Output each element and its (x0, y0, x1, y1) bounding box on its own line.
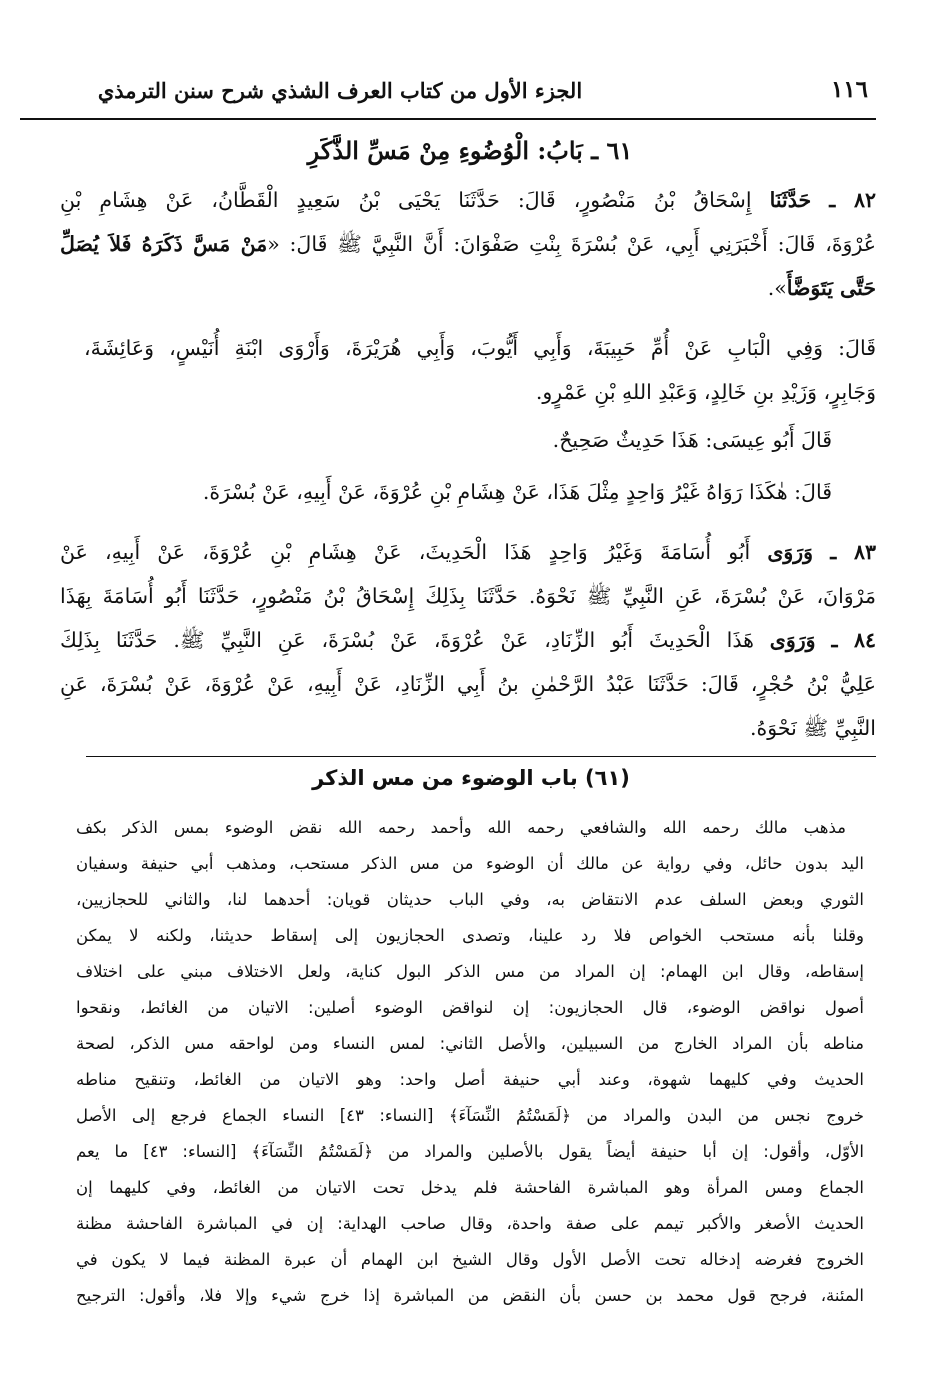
commentary-line: الثوري وبعض السلف عدم الانتقاض به، وفي الباب حديثان قويان: أحدهما لنا، والثاني للحجازيين، (76, 890, 864, 909)
hadith-line (60, 370, 876, 414)
hadith-line-text: قَالَ: هٰكَذَا رَوَاهُ غَيْرُ وَاحِدٍ مِثْلَ هَذَا، عَنْ هِشَامِ بْنِ عُرْوَةَ، عَنْ أَبِيهِ، عَنْ بُسْرَةَ. (202, 480, 832, 504)
hadith-line (60, 618, 876, 662)
hadith-line (60, 662, 876, 706)
hadith-line (60, 266, 876, 310)
hadith-line-text: ». (767, 276, 787, 300)
hadith-line (60, 574, 876, 618)
hadith-line-text: أَبُو أُسَامَةَ وَغَيْرُ وَاحِدٍ هَذَا الْحَدِيثَ، عَنْ هِشَامِ بْنِ عُرْوَةَ، عَنْ أَبِيهِ، عَنْ (60, 540, 768, 564)
prophetic-quote: مَنْ مَسَّ ذَكَرَهُ فَلاَ يُصَلِّ (60, 232, 268, 256)
commentary-line: الحديث وفي كليهما شهوة، وعند أبي حنيفة أصل واحد: وهو الاتيان من الغائط، وتنقيح مناطه (76, 1070, 864, 1089)
hadith-line-text: عُرْوَةَ، قَالَ: أَخْبَرَنِي أَبِي، عَنْ بُسْرَةَ بِنْتِ صَفْوَانَ: أَنَّ النَّبِيَّ ﷺ قَالَ: « (267, 232, 876, 256)
commentary-line: وقلنا بأنه مستحب الخواص فلا رد علينا، وتصدى الحجازيون إلى إسقاط حديثنا، ولكنه لا يمكن (76, 926, 864, 945)
commentary-line: الحديث الأصغر والأكبر تيمم على صفة واحدة، وقال صاحب الهداية: إن في المباشرة الفاحشة مظنة (76, 1214, 864, 1233)
prophetic-quote: حَتَّى يَتَوَضَّأَ (786, 276, 876, 300)
hadith-line (60, 178, 876, 222)
hadith-line (60, 530, 876, 574)
commentary-title: (٦١) باب الوضوء من مس الذكر (312, 766, 630, 790)
commentary-line: الخروج فغرضه إدخاله تحت الأصل الأول وقال الشيخ ابن الهمام أن عبرة المظنة فيما لا يكون في (76, 1250, 864, 1269)
commentary-line: اليد بدون حائل، وفي رواية عن مالك أن الوضوء من مس الذكر مستحب، ومذهب أبي حنيفة وسفيان (76, 854, 864, 873)
running-title: الجزء الأول من كتاب العرف الشذي شرح سنن الترمذي (97, 78, 583, 103)
chapter-title: ٦١ ـ بَابُ: الْوُضُوءِ مِنْ مَسِّ الذَّكَرِ (307, 136, 633, 165)
commentary-line: أصول نواقض الوضوء، قال الحجازيون: إن لنواقض الوضوء أصلين: الاتيان من الغائط، ونقحوا (76, 998, 864, 1017)
running-header (20, 72, 876, 120)
commentary-line: الجماع ومس المرأة وهو المباشرة الفاحشة فلم يدخل تحت الاتيان من الغائط، وفي كليهما إن (76, 1178, 864, 1197)
hadith-line-text: النَّبِيِّ ﷺ نَحْوَهُ. (750, 716, 876, 740)
commentary-line: الأوّل، وأقول: إن أبا حنيفة أيضاً يقول بالأصلين والمراد من ﴿لَمَسْتُمُ النِّسَآءَ﴾ [النساء: ٤٣] ما يعم (76, 1142, 864, 1161)
hadith-number: ٨٤ ـ (831, 628, 876, 652)
commentary-line: المئنة، فرجح قول محمد بن حسن بأن النقض من المباشرة إذا خرج شيء وإلا فلا، وأقول: الترجيح (76, 1286, 864, 1305)
hadith-line-text: مَرْوَانَ، عَنْ بُسْرَةَ، عَنِ النَّبِيِّ ﷺ نَحْوَهُ. حَدَّثَنَا بِذَلِكَ إِسْحَاقُ بْنُ مَنْصُورٍ، حَدَّثَنَا أَبُو أُسَامَةَ بِهَذَا (60, 584, 876, 608)
narration-lead: وَرَوَى (769, 628, 816, 652)
hadith-line-text: هَذَا الْحَدِيثَ أَبُو الزِّنَادِ، عَنْ عُرْوَةَ، عَنْ بُسْرَةَ، عَنِ النَّبِيِّ ﷺ. حَدَّثَنَا بِذَلِكَ (60, 628, 770, 652)
narration-lead: حَدَّثَنَا (769, 188, 812, 212)
narration-lead: وَرَوَى (767, 540, 814, 564)
hadith-line (60, 706, 876, 750)
hadith-line-text: قَالَ: وَفِي الْبَابِ عَنْ أُمِّ حَبِيبَةَ، وَأَبِي أَيُّوبَ، وَأَبِي هُرَيْرَةَ، وَأَرْوَى ابْنَةِ أُنَيْسٍ، وَعَائِشَةَ، (84, 336, 876, 360)
hadith-line-text: عَلِيُّ بْنُ حُجْرٍ، قَالَ: حَدَّثَنَا عَبْدُ الرَّحْمٰنِ بنُ أَبِي الزِّنَادِ، عَنْ أَبِيهِ، عَنْ عُرْوَةَ، عَنْ بُسْرَةَ، عَنِ (60, 672, 876, 696)
section-divider (86, 756, 876, 757)
commentary-line: خروج نجس من البدن والمراد من ﴿لَمَسْتُمُ النِّسَآءَ﴾ [النساء: ٤٣] النساء الجماع فرجع إلى الأصل (76, 1106, 864, 1125)
hadith-line (84, 326, 876, 370)
hadith-line-text: إِسْحَاقُ بْنُ مَنْصُورٍ، قَالَ: حَدَّثَنَا يَحْيَى بْنُ سَعِيدٍ الْقَطَّانُ، عَنْ هِشَامِ بْنِ (60, 188, 770, 212)
page-number: ١١٦ (830, 76, 868, 103)
hadith-line-text: قَالَ أَبُو عِيسَى: هَذَا حَدِيثٌ صَحِيحٌ. (552, 428, 832, 452)
hadith-line (60, 222, 876, 266)
hadith-line-text: وَجَابِرٍ، وَزَيْدِ بنِ خَالِدٍ، وَعَبْدِ اللهِ بْنِ عَمْرٍو. (535, 380, 876, 404)
hadith-number: ٨٣ ـ (830, 540, 876, 564)
hadith-line (60, 470, 832, 514)
commentary-line: مناطه بأن المراد الخارج من السبيلين، والأصل الثاني: لمس النساء ومن لواحقه مس الذكر، لصحة (76, 1034, 864, 1053)
hadith-number: ٨٢ ـ (829, 188, 876, 212)
commentary-line: إسقاطه، وقال ابن الهمام: إن المراد من مس الذكر البول كناية، ولعل الاختلاف مبني على اختلاف (76, 962, 864, 981)
commentary-line: مذهب مالك رحمه الله والشافعي رحمه الله وأحمد رحمه الله نقض الوضوء بمس الذكر بكف (76, 818, 846, 837)
hadith-line (60, 418, 832, 462)
